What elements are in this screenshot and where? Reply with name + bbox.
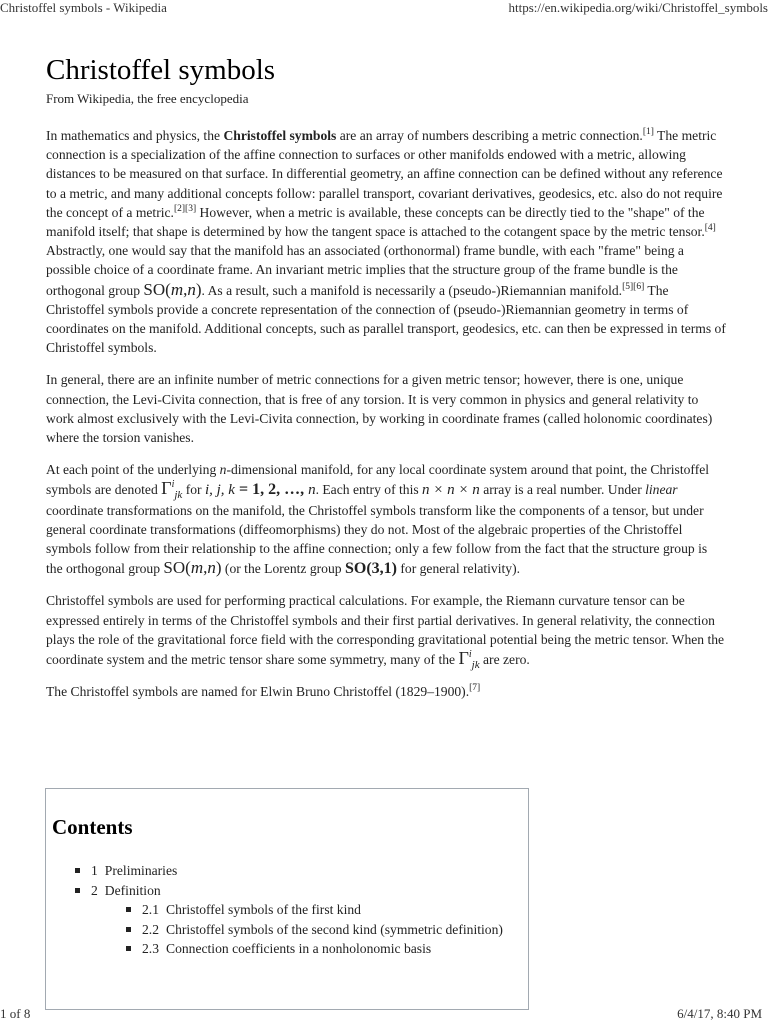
toc-item-preliminaries[interactable]: 1 Preliminaries bbox=[75, 861, 177, 881]
reference-link[interactable]: [1] bbox=[642, 127, 654, 137]
reference-link[interactable]: [2] bbox=[173, 203, 186, 214]
reference-link[interactable]: [5] bbox=[622, 281, 634, 292]
page-title: Christoffel symbols bbox=[46, 54, 276, 86]
italic-linear: linear bbox=[645, 482, 678, 498]
tagline: From Wikipedia, the free encyclopedia bbox=[46, 91, 249, 106]
print-footer-page: 1 of 8 bbox=[0, 1006, 31, 1021]
reference-link[interactable]: [3] bbox=[185, 203, 197, 214]
paragraph-levi-civita: In general, there are an infinite number of metric connections for a given metric tensor; however, there is one, unique connection, the Levi-Civita connection, that is free of any torsion. It is very common in physics and general relativity to work almost exclusively with the Levi-Civita connection, by working in coordinate frames (called holonomic coordinates) where the torsion vanishes. bbox=[46, 372, 713, 446]
math-so-group: SO(m,n) bbox=[163, 558, 222, 578]
paragraph-definition: At each point of the underlying n-dimensional manifold, for any local coordinate system around that point, the Christoffel symbols are denoted $\Gamma^i_{jk}$ for i, j, k = 1, 2, …, n. Each entry of this n × n × n array is a real number. Under linear coordinate transformations on the manifold, the Christoffel symbols transform like the components of a tensor, but under general coordinate transformations (diffeomorphisms) they do not. Most of the algebraic properties of the Christoffel symbols follow from their relationship to the affine connection; only a few follow from the fact that the structure group is the orthogonal group SO(m,n) (or the Lorentz group SO(3,1) for general relativity). bbox=[46, 462, 710, 578]
reference-link[interactable]: [7] bbox=[469, 683, 481, 694]
toc-list bbox=[75, 861, 177, 900]
math-so31: SO(3,1) bbox=[344, 560, 397, 578]
article-content bbox=[46, 52, 726, 701]
toc-item-second-kind[interactable]: 2.2 Christoffel symbols of the second kind (symmetric definition) bbox=[126, 920, 503, 940]
bold-term: Christoffel symbols bbox=[223, 128, 337, 143]
toc-title: Contents bbox=[52, 815, 133, 839]
table-of-contents bbox=[45, 788, 529, 1010]
toc-item-first-kind[interactable]: 2.1 Christoffel symbols of the first kind bbox=[126, 900, 503, 920]
print-header-url: https://en.wikipedia.org/wiki/Christoffel_symbols bbox=[508, 0, 768, 15]
paragraph-intro: In mathematics and physics, the Christoffel symbols are an array of numbers describing a metric connection.[1] The metric connection is a specialization of the affine connection to surfaces or other manifolds endowed with a metric, allowing distances to be measured on that surface. In differential geometry, an affine connection can be defined without any reference to a metric, and many additional concepts follow: parallel transport, covariant derivatives, geodesics, etc. also do not require the concept of a metric.[2][3] However, when a metric is available, these concepts can be directly tied to the "shape" of the manifold itself; that shape is determined by how the tangent space is attached to the cotangent space by the metric tensor.[4] Abstractly, one would say that the manifold has an associated (orthonormal) frame bundle, with each "frame" being a possible choice of a coordinate frame. An invariant metric implies that the structure group of the frame bundle is the orthogonal group SO(m,n). As a result, such a manifold is necessarily a (pseudo-)Riemannian manifold.[5][6] The Christoffel symbols provide a concrete representation of the connection of (pseudo-)Riemannian geometry in terms of coordinates on the manifold. Additional concepts, such as parallel transport, geodesics, etc. can then be expressed in terms of Christoffel symbols. bbox=[46, 127, 726, 356]
math-gamma: $\Gamma^i_{jk}$ bbox=[161, 478, 183, 502]
paragraph-naming: The Christoffel symbols are named for Elwin Bruno Christoffel (1829–1900).[7] bbox=[46, 683, 481, 700]
reference-link[interactable]: [4] bbox=[704, 223, 716, 234]
reference-link[interactable]: [6] bbox=[633, 281, 645, 292]
print-header-title: Christoffel symbols - Wikipedia bbox=[0, 0, 167, 15]
math-so-group: SO(m,n) bbox=[143, 279, 202, 299]
toc-sublist bbox=[126, 900, 503, 959]
math-n: n bbox=[219, 462, 227, 478]
paragraph-applications: Christoffel symbols are used for performing practical calculations. For example, the Riemann curvature tensor can be expressed entirely in terms of the Christoffel symbols and their first partial derivatives. In general relativity, the connection plays the role of the gravitational force field with the corresponding gravitational potential being the metric tensor. When the coordinate system and the metric tensor share some symmetry, many of the $\Gamma^i_{jk}$ are zero. bbox=[46, 593, 725, 672]
toc-item-nonholonomic[interactable]: 2.3 Connection coefficients in a nonholonomic basis bbox=[126, 939, 503, 959]
math-gamma: $\Gamma^i_{jk}$ bbox=[458, 648, 480, 672]
print-footer-date: 6/4/17, 8:40 PM bbox=[677, 1006, 762, 1021]
toc-item-definition[interactable]: 2 Definition bbox=[75, 881, 177, 901]
